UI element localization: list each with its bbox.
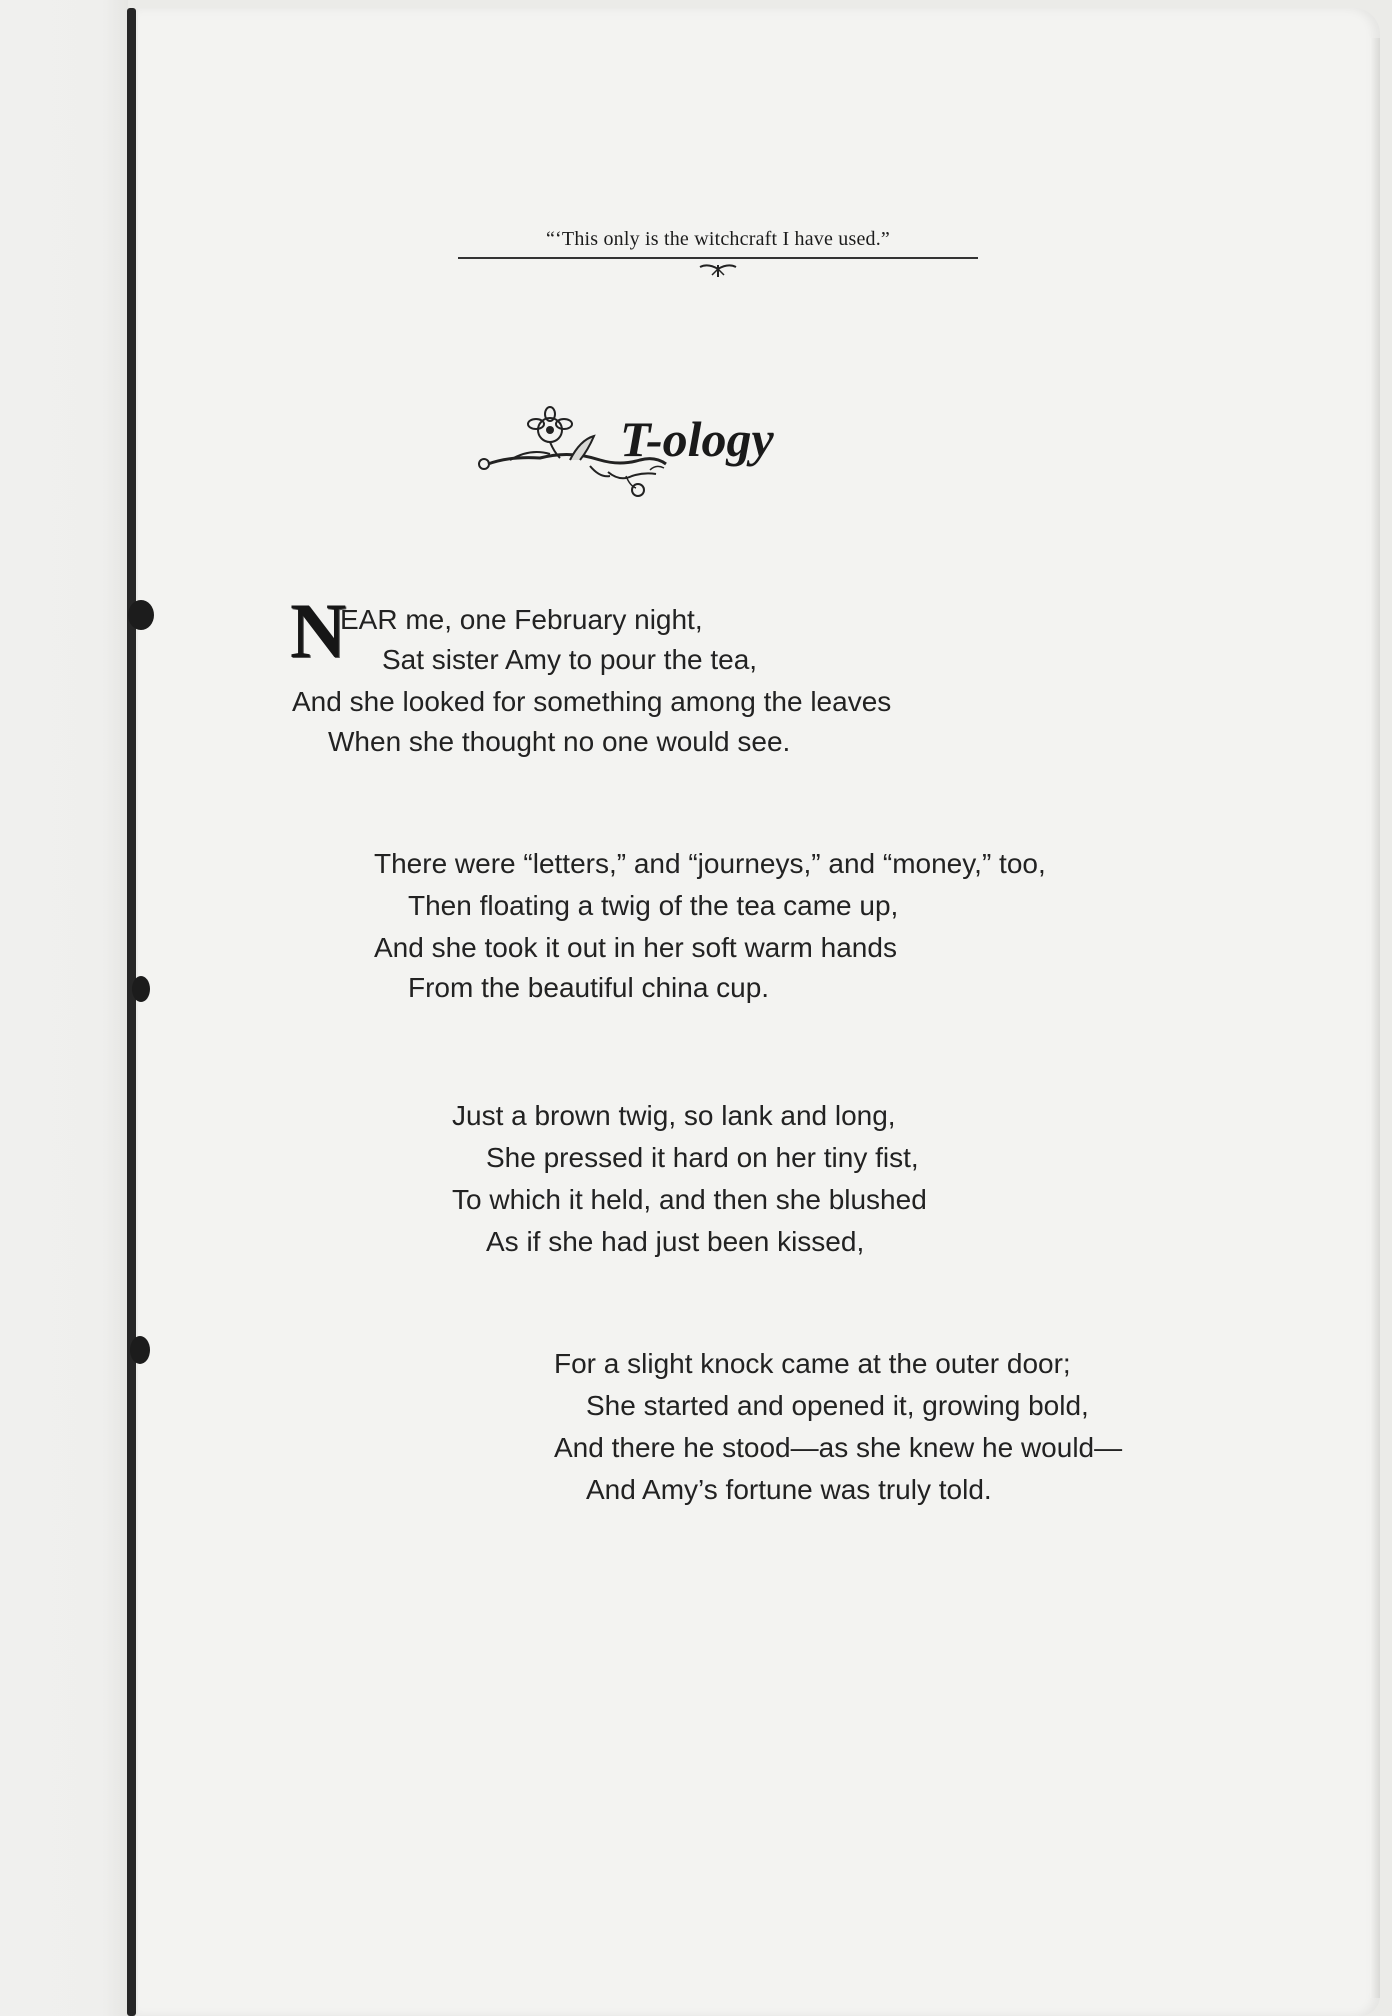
book-spine xyxy=(127,8,136,2016)
stanza-3 xyxy=(452,1100,1172,1280)
epigraph-rule xyxy=(458,257,978,259)
epigraph-text: “‘This only is the witchcraft I have used.” xyxy=(545,228,891,250)
epigraph xyxy=(458,228,978,279)
poem-line: For a slight knock came at the outer door; xyxy=(554,1348,1071,1379)
poem-line: Just a brown twig, so lank and long, xyxy=(452,1100,896,1131)
poem-line: Then floating a twig of the tea came up, xyxy=(408,890,899,921)
poem-line: As if she had just been kissed, xyxy=(486,1226,865,1257)
stanza-1 xyxy=(290,587,990,778)
poem-line: And she took it out in her soft warm hands xyxy=(374,932,897,963)
poem-line: And Amy’s fortune was truly told. xyxy=(586,1474,992,1505)
poem-title: T-ology xyxy=(620,411,774,467)
poem-line: And there he stood—as she knew he would— xyxy=(554,1432,1123,1463)
facing-page-edge xyxy=(0,0,128,2016)
binding-stitch-icon xyxy=(128,600,154,630)
binding-stitch-icon xyxy=(132,976,150,1002)
stanza-2 xyxy=(374,848,1234,1028)
poem-line: And she looked for something among the leaves xyxy=(292,686,892,717)
poem-line: EAR me, one February night, xyxy=(340,604,703,635)
poem-line: There were “letters,” and “journeys,” and “money,” too, xyxy=(374,848,1046,879)
poem-line: Sat sister Amy to pour the tea, xyxy=(382,644,758,675)
poem-line: She started and opened it, growing bold, xyxy=(586,1390,1089,1421)
stanza-4 xyxy=(554,1348,1274,1528)
drop-cap: N xyxy=(290,587,347,674)
binding-stitch-icon xyxy=(130,1336,150,1364)
poem-line: From the beautiful china cup. xyxy=(408,972,770,1003)
poem-line: She pressed it hard on her tiny fist, xyxy=(486,1142,919,1173)
page-edge xyxy=(1370,38,1380,1998)
title-block xyxy=(470,400,830,520)
fleuron-icon xyxy=(696,261,740,279)
poem-line: To which it held, and then she blushed xyxy=(452,1184,927,1215)
poem-line: When she thought no one would see. xyxy=(328,726,791,757)
